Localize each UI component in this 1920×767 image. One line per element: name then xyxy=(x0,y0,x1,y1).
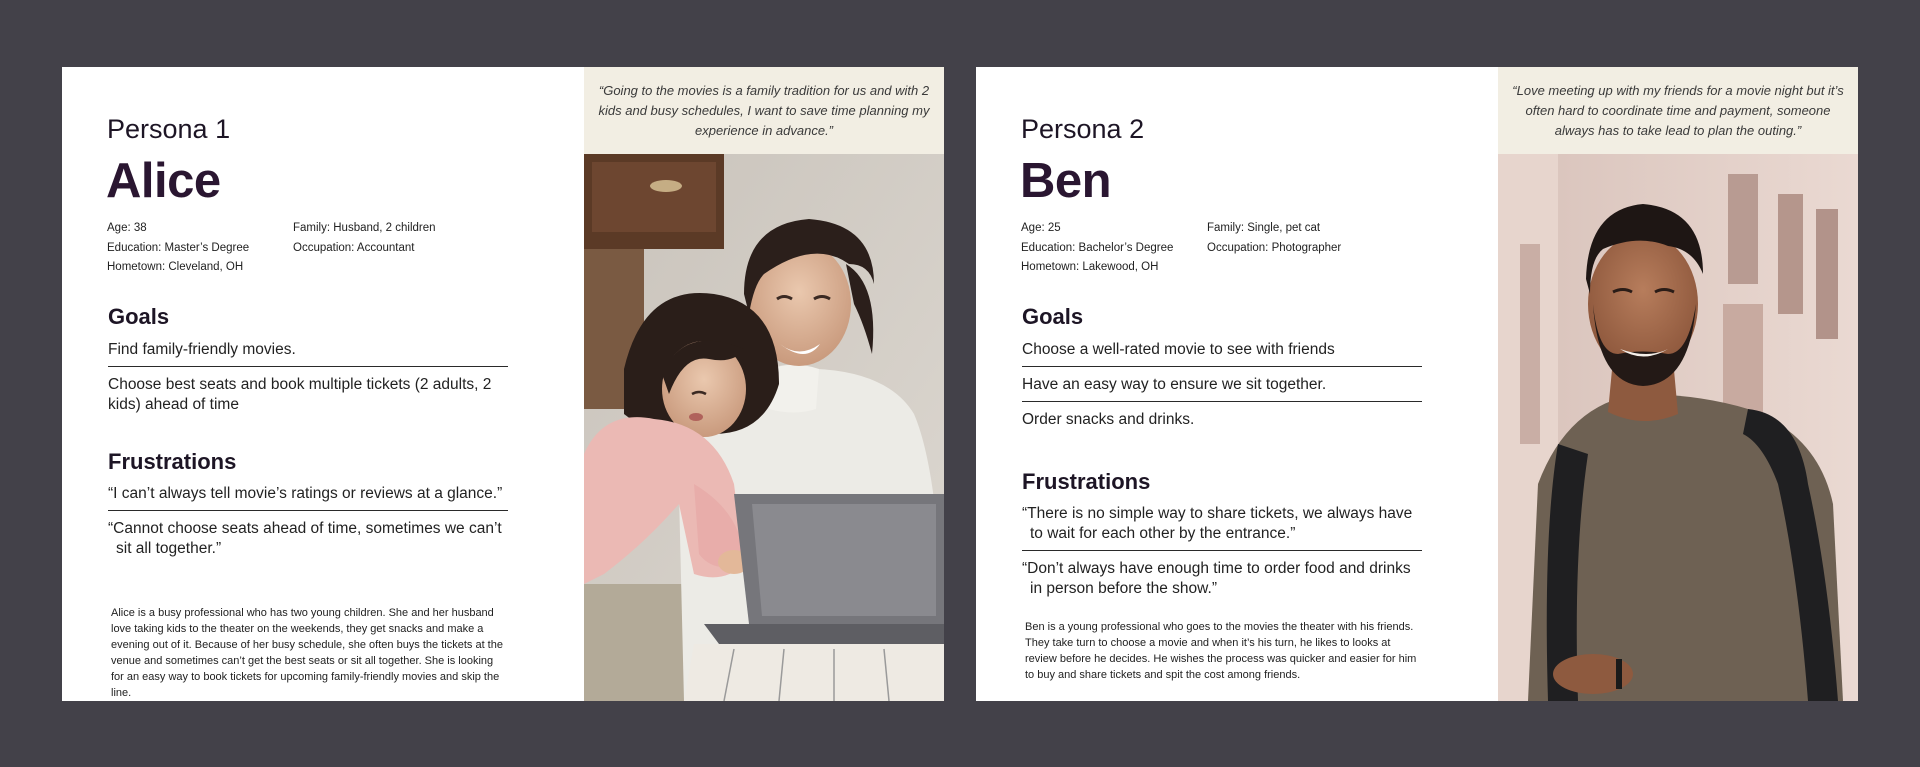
fact-age: Age: 38 xyxy=(107,222,147,234)
fact-occupation: Occupation: Photographer xyxy=(1207,241,1342,254)
frustration-item: “Don’t always have enough time to order food and drinks in person before the show.” xyxy=(1022,560,1411,597)
fact-education: Education: Master’s Degree xyxy=(107,241,250,254)
goal-item: Choose best seats and book multiple tickets (2 adults, 2 kids) ahead of time xyxy=(108,376,492,413)
persona-quote-band xyxy=(1498,67,1858,154)
goal-item: Order snacks and drinks. xyxy=(1022,411,1195,428)
persona-details xyxy=(62,67,584,701)
goal-item: Have an easy way to ensure we sit together. xyxy=(1022,367,1422,402)
persona-photo-illustration xyxy=(584,154,944,701)
fact-occupation: Occupation: Accountant xyxy=(293,241,415,254)
frustrations-list xyxy=(108,484,508,565)
persona-quote: “Going to the movies is a family tradition for us and with 2 kids and busy schedules, I want to save time planning my experience in advance.” xyxy=(598,82,930,138)
fact-hometown: Hometown: Lakewood, OH xyxy=(1021,261,1159,273)
fact-age: Age: 25 xyxy=(1021,222,1061,234)
fact-family: Family: Husband, 2 children xyxy=(293,222,436,234)
persona-card-ben xyxy=(976,67,1858,701)
persona-quote: “Love meeting up with my friends for a movie night but it’s often hard to coordinate time and payment, someone always has to take lead to plan the outing.” xyxy=(1512,82,1844,138)
fact-family: Family: Single, pet cat xyxy=(1207,222,1321,234)
goals-heading: Goals xyxy=(1022,304,1084,329)
persona-label: Persona 1 xyxy=(107,114,231,144)
persona-quote-band xyxy=(584,67,944,154)
mother-and-daughter-with-laptop-photo xyxy=(584,154,944,701)
persona-bio: Alice is a busy professional who has two young children. She and her husband love taking kids to the theater on the weekends, they get snacks and make a evening out of it. Because of her busy schedule, she often buys the tickets at the venue and sometimes can’t get the best seats or sit all together. She is looking for an easy way to book tickets for upcoming family-friendly movies and skip the line. xyxy=(111,607,503,699)
frustration-item: “I can’t always tell movie’s ratings or reviews at a glance.” xyxy=(108,484,508,511)
frustration-item: “There is no simple way to share tickets, we always have to wait for each other by the entrance.” xyxy=(1022,504,1422,551)
goals-heading: Goals xyxy=(108,304,170,329)
persona-name: Alice xyxy=(106,154,221,208)
persona-photo-illustration xyxy=(1498,154,1858,701)
persona-label: Persona 2 xyxy=(1021,114,1145,144)
frustration-item: “Cannot choose seats ahead of time, sometimes we can’t sit all together.” xyxy=(108,520,502,557)
goals-list xyxy=(108,340,508,421)
persona-name: Ben xyxy=(1020,154,1112,208)
fact-hometown: Hometown: Cleveland, OH xyxy=(107,261,244,273)
smiling-man-with-backpack-photo xyxy=(1498,154,1858,701)
frustrations-heading: Frustrations xyxy=(1022,469,1151,494)
frustrations-list xyxy=(1022,504,1422,605)
goal-item: Choose a well-rated movie to see with friends xyxy=(1022,340,1422,367)
goals-list xyxy=(1022,340,1422,436)
persona-card-alice xyxy=(62,67,944,701)
persona-details xyxy=(976,67,1498,701)
goal-item: Find family-friendly movies. xyxy=(108,340,508,367)
frustrations-heading: Frustrations xyxy=(108,449,237,474)
fact-education: Education: Bachelor’s Degree xyxy=(1021,241,1174,254)
persona-bio: Ben is a young professional who goes to the movies the theater with his friends. They take turn to choose a movie and when it’s his turn, he likes to looks at review before he decides. He wishes the process was quicker and easier for him to buy and share tickets and spit the cost among friends. xyxy=(1025,621,1417,681)
